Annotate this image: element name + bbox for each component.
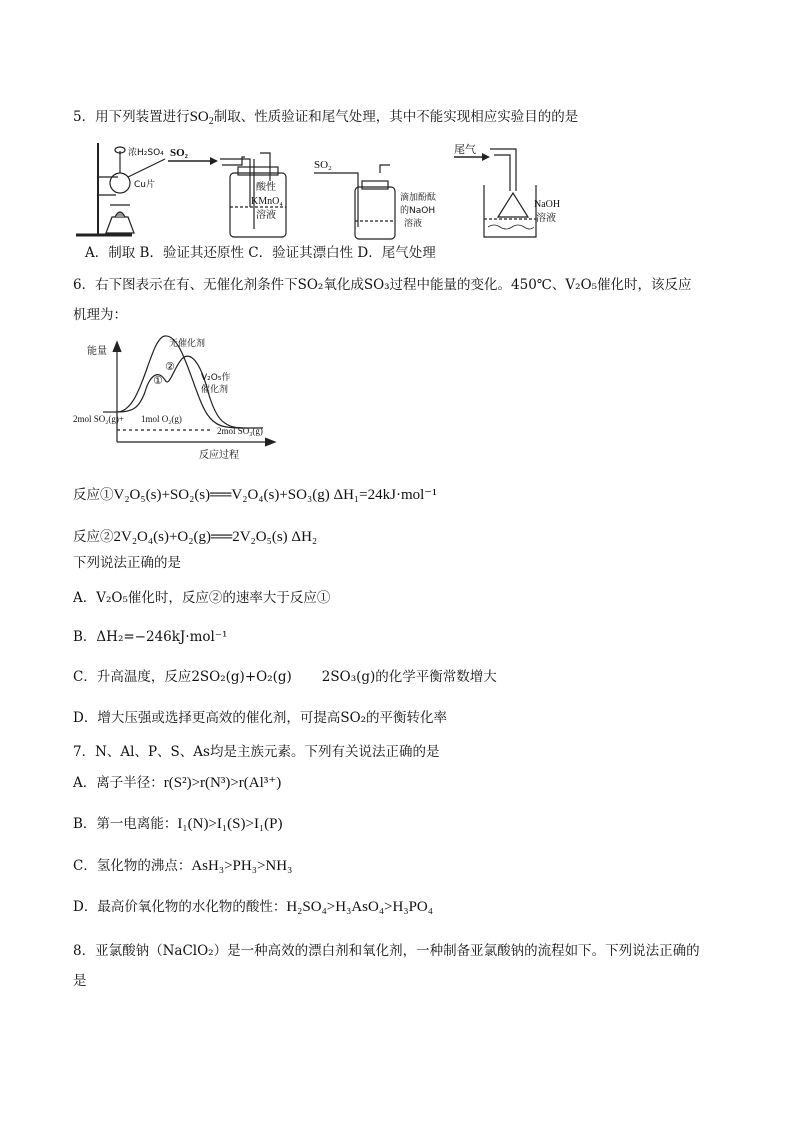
mark-reaction-2: ② (165, 360, 175, 373)
label-solution-c: 溶液 (404, 219, 423, 229)
mark-reaction-1: ① (153, 374, 163, 387)
q5-apparatus-figure (70, 137, 590, 245)
energy-diagram (73, 332, 283, 462)
label-naoh-d: NaOH (534, 199, 561, 210)
q6-option-a: A．V₂O₅催化时，反应②的速率大于反应① (73, 590, 331, 606)
reactants-label-a: 2mol SO₂(g)+ (73, 414, 124, 424)
q7-option-d: D．最高价氧化物的水化物的酸性：H₂SO₄>H₃AsO₄>H₃PO₄ (73, 899, 433, 915)
q6-option-d: D．增大压强或选择更高效的催化剂，可提高SO₂的平衡转化率 (73, 710, 448, 726)
label-kmno4: KMnO₄ (251, 196, 283, 207)
q7-stem: 7．N、Al、P、S、As均是主族元素。下列有关说法正确的是 (73, 744, 440, 760)
reactants-label-b: 1mol O₂(g) (141, 414, 182, 424)
reaction-2: 反应②2V₂O₄(s)+O₂(g)══2V₂O₅(s) ΔH₂ (73, 529, 318, 545)
label-tail-gas: 尾气 (454, 143, 476, 156)
q8-stem-line1: 8．亚氯酸钠（NaClO₂）是一种高效的漂白剂和氧化剂，一种制备亚氯酸钠的流程如下。下列说法正确的 (73, 943, 700, 959)
energy-axis-label: 能量 (87, 346, 107, 357)
label-so2-c: SO₂ (314, 159, 332, 171)
q7-option-b: B．第一电离能：I₁(N)>I₁(S)>I₁(P) (73, 816, 283, 832)
q6-stem-line1: 6．右下图表示在有、无催化剂条件下SO₂氧化成SO₃过程中能量的变化。450℃、V₂O₅催化时，该反应 (73, 277, 692, 293)
label-solution-b: 溶液 (256, 210, 276, 221)
x-axis-label: 反应过程 (199, 450, 239, 461)
curve-label-cat-1: V₂O₅作 (201, 373, 231, 383)
q6-option-b: B．ΔH₂=−246kJ·mol⁻¹ (73, 629, 228, 645)
curve-label-cat-2: 催化剂 (201, 385, 229, 395)
label-phenolphthalein: 滴加酚酞 (400, 193, 437, 203)
label-solution-d: 溶液 (536, 213, 556, 224)
q5-options: A．制取 B．验证其还原性 C．验证其漂白性 D．尾气处理 (85, 245, 436, 261)
q8-stem-line2: 是 (73, 973, 87, 989)
q7-option-a: A．离子半径：r(S²)>r(N³)>r(Al³⁺) (73, 775, 282, 791)
label-naoh-c: 的NaOH (400, 206, 436, 216)
q6-stem-line2: 机理为： (73, 307, 127, 323)
curve-label-nocat: 无催化剂 (169, 339, 206, 349)
q7-option-c: C．氢化物的沸点：AsH₃>PH₃>NH₃ (73, 858, 293, 874)
label-acidic: 酸性 (256, 182, 276, 193)
apparatus-d (484, 149, 536, 237)
products-label: 2mol SO₃(g) (217, 426, 263, 436)
apparatus-b (220, 153, 286, 237)
apparatus-c (314, 165, 395, 239)
label-so2-a: SO₂ (170, 147, 188, 159)
q6-option-c: C．升高温度，反应2SO₂(g)+O₂(g) 2SO₃(g)的化学平衡常数增大 (73, 669, 497, 685)
reaction-1: 反应①V₂O₅(s)+SO₂(s)══V₂O₄(s)+SO₃(g) ΔH₁=24kJ·mol⁻¹ (73, 487, 437, 503)
label-cu: Cu片 (134, 180, 155, 190)
energy-axis-label-1 (87, 344, 107, 357)
q6-prompt: 下列说法正确的是 (73, 555, 181, 571)
label-conc-h2so4: 浓H₂SO₄ (128, 148, 164, 158)
q5-stem: 5．用下列装置进行$SO_2$制取、性质验证和尾气处理，其中不能实现相应实验目的的是 (73, 109, 579, 127)
